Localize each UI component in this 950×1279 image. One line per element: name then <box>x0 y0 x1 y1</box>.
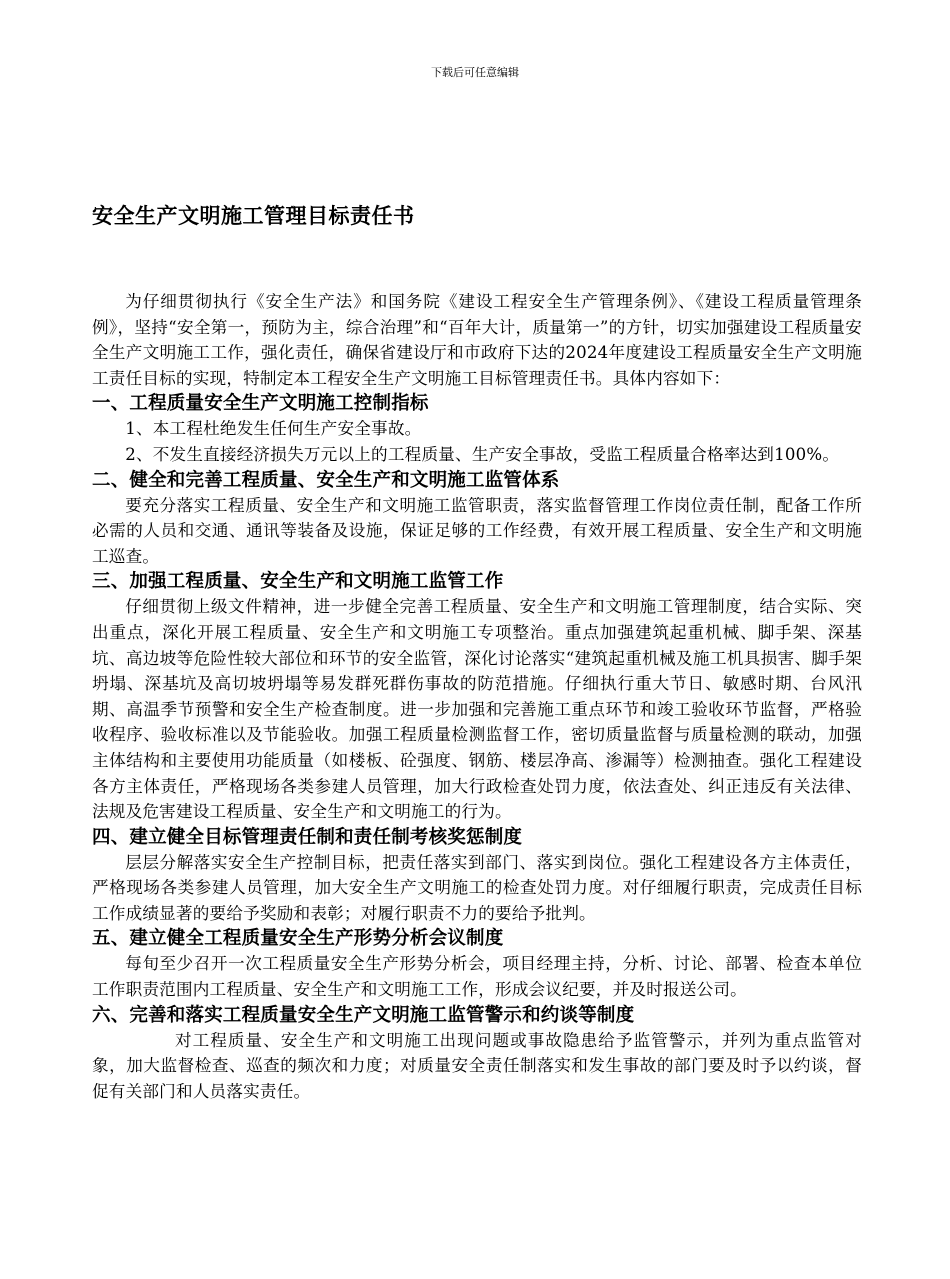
section-paragraph: 要充分落实工程质量、安全生产和文明施工监管职责，落实监督管理工作岗位责任制，配备工作所必需的人员和交通、通讯等装备及设施，保证足够的工作经费，有效开展工程质量、安全生产和文明施工巡查。 <box>92 495 862 566</box>
section-heading: 四、建立健全目标管理责任制和责任制考核奖惩制度 <box>92 826 523 848</box>
section-heading: 二、健全和完善工程质量、安全生产和文明施工监管体系 <box>92 469 560 491</box>
section-heading: 三、加强工程质量、安全生产和文明施工监管工作 <box>92 571 504 593</box>
section-paragraph: 层层分解落实安全生产控制目标，把责任落实到部门、落实到岗位。强化工程建设各方主体责任，严格现场各类参建人员管理，加大安全生产文明施工的检查处罚力度。对仔细履行职责，完成责任目标工作成绩显著的要给予奖励和表彰；对履行职责不力的要给予批判。 <box>92 852 862 923</box>
document-title: 安全生产文明施工管理目标责任书 <box>92 204 415 228</box>
section-4 <box>92 825 862 927</box>
section-paragraph: 每旬至少召开一次工程质量安全生产形势分析会，项目经理主持，分析、讨论、部署、检查本单位工作职责范围内工程质量、安全生产和文明施工工作，形成会议纪要，并及时报送公司。 <box>92 954 862 1000</box>
section-paragraph: 仔细贯彻上级文件精神，进一步健全完善工程质量、安全生产和文明施工管理制度，结合实际、突出重点，深化开展工程质量、安全生产和文明施工专项整治。重点加强建筑起重机械、脚手架、深基坑、高边坡等危险性较大部位和环节的安全监管，深化讨论落实“建筑起重机械及施工机具损害、脚手架坍塌、深基坑及高切坡坍塌等易发群死群伤事故的防范措施。仔细执行重大节日、敏感时期、台风汛期、高温季节预警和安全生产检查制度。进一步加强和完善施工重点环节和竣工验收环节监督，严格验收程序、验收标准以及节能验收。加强工程质量检测监督工作，密切质量监督与质量检测的联动，加强主体结构和主要使用功能质量（如楼板、砼强度、钢筋、楼层净高、渗漏等）检测抽查。强化工程建设各方主体责任，严格现场各类参建人员管理，加大行政检查处罚力度，依法查处、纠正违反有关法律、法规及危害建设工程质量、安全生产和文明施工的行为。 <box>92 597 862 822</box>
section-paragraph: 2、不发生直接经济损失万元以上的工程质量、生产安全事故，受监工程质量合格率达到100%。 <box>125 444 840 464</box>
section-heading: 五、建立健全工程质量安全生产形势分析会议制度 <box>92 928 504 950</box>
intro-paragraph: 为仔细贯彻执行《安全生产法》和国务院《建设工程安全生产管理条例》、《建设工程质量管理条例》，坚持“安全第一，预防为主，综合治理”和“百年大计，质量第一”的方针，切实加强建设工程质量安全生产文明施工工作，强化责任，确保省建设厅和市政府下达的2024年度建设工程质量安全生产文明施工责任目标的实现，特制定本工程安全生产文明施工目标管理责任书。具体内容如下： <box>92 292 862 388</box>
section-heading: 六、完善和落实工程质量安全生产文明施工监管警示和约谈等制度 <box>92 1004 635 1026</box>
section-1 <box>92 391 862 467</box>
section-3 <box>92 569 862 824</box>
section-paragraph: 对工程质量、安全生产和文明施工出现问题或事故隐患给予监管警示，并列为重点监管对象，加大监督检查、巡查的频次和力度；对质量安全责任制落实和发生事故的部门要及时予以约谈，督促有关部门和人员落实责任。 <box>92 1030 862 1101</box>
section-6 <box>92 1003 862 1105</box>
header-note: 下载后可任意编辑 <box>431 66 519 79</box>
section-paragraph: 1、本工程杜绝发生任何生产安全事故。 <box>125 419 422 439</box>
section-heading: 一、工程质量安全生产文明施工控制指标 <box>92 393 429 415</box>
section-5 <box>92 926 862 1002</box>
section-2 <box>92 468 862 570</box>
document-body <box>92 289 862 1104</box>
